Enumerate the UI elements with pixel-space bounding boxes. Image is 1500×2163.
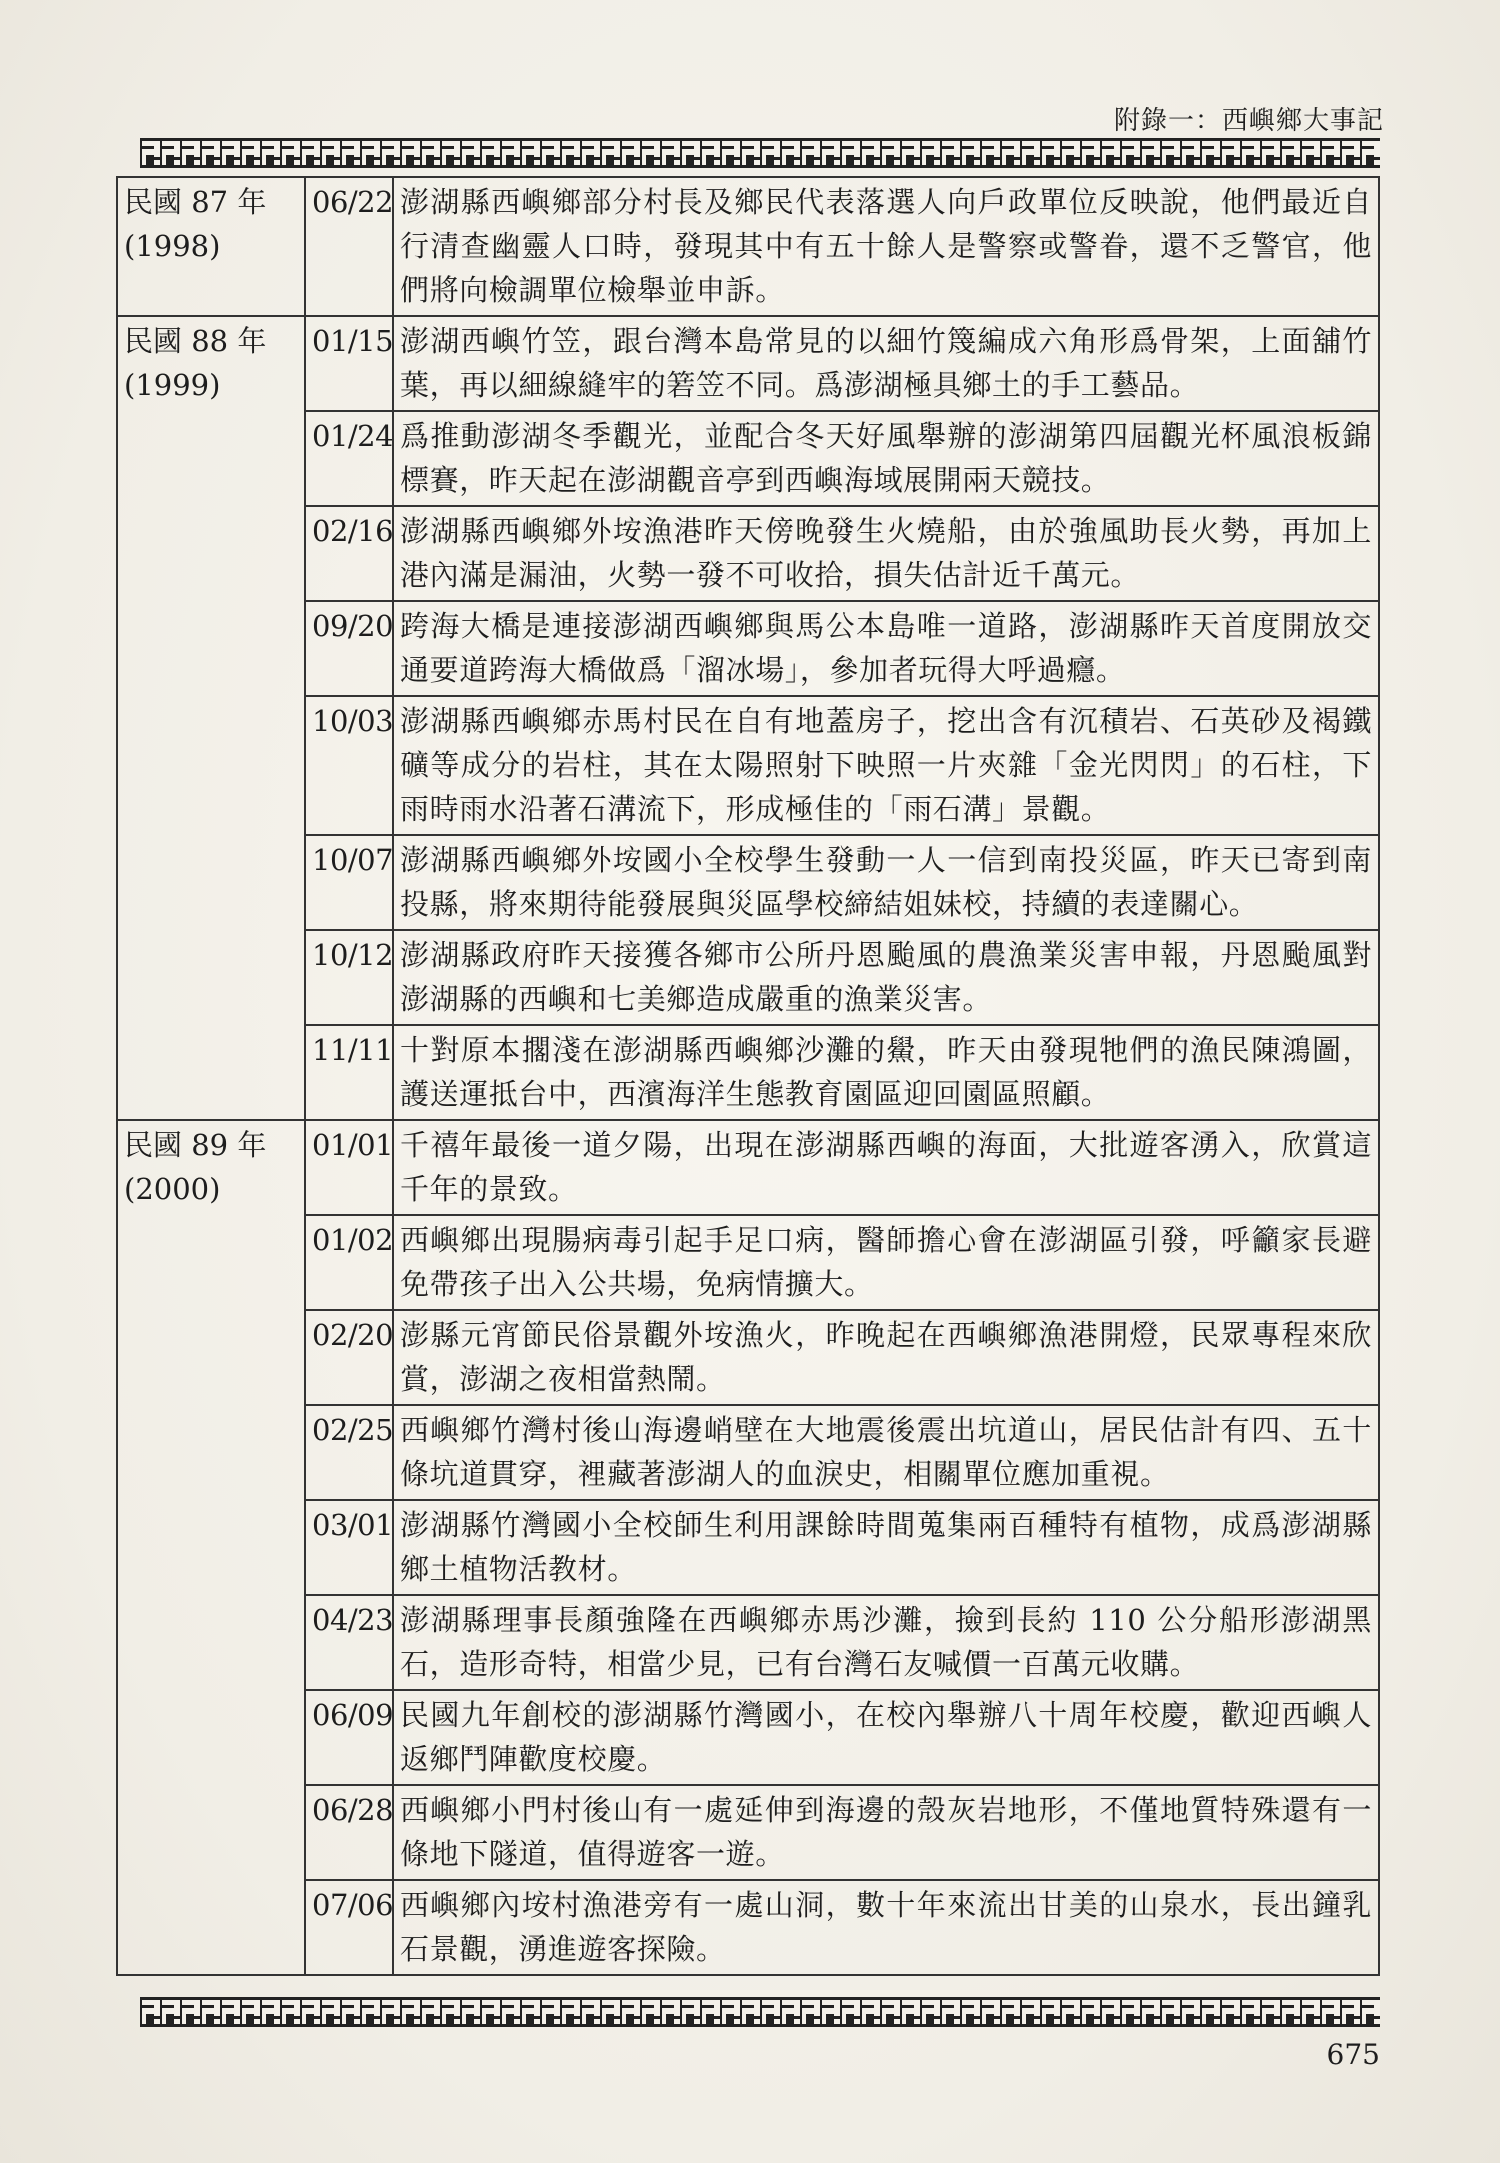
year-roc-label: 民國 87 年 xyxy=(124,185,267,219)
event-date: 06/28 xyxy=(305,1785,393,1880)
event-date: 06/22 xyxy=(305,177,393,316)
event-date: 01/15 xyxy=(305,316,393,411)
event-description: 澎湖縣西嶼鄉外垵國小全校學生發動一人一信到南投災區，昨天已寄到南投縣，將來期待能發展與災區學校締結姐妹校，持續的表達關心。 xyxy=(393,835,1379,930)
year-roc-label: 民國 88 年 xyxy=(124,324,267,358)
page-number: 675 xyxy=(1326,2038,1380,2071)
bottom-decorative-border xyxy=(140,1997,1380,2027)
table-row xyxy=(117,1690,1379,1785)
event-date: 09/20 xyxy=(305,601,393,696)
running-header: 附錄一：西嶼鄉大事記 xyxy=(1113,106,1384,136)
event-description: 澎湖西嶼竹笠，跟台灣本島常見的以細竹篾編成六角形爲骨架，上面舖竹葉，再以細線縫牢的箬笠不同。爲澎湖極具鄉土的手工藝品。 xyxy=(393,316,1379,411)
event-description: 跨海大橋是連接澎湖西嶼鄉與馬公本島唯一道路，澎湖縣昨天首度開放交通要道跨海大橋做爲「溜冰場」，參加者玩得大呼過癮。 xyxy=(393,601,1379,696)
event-date: 07/06 xyxy=(305,1880,393,1975)
table-row xyxy=(117,1405,1379,1500)
event-date: 02/16 xyxy=(305,506,393,601)
year-ad-label: (1999) xyxy=(124,368,221,402)
event-date: 06/09 xyxy=(305,1690,393,1785)
event-description: 民國九年創校的澎湖縣竹灣國小，在校內舉辦八十周年校慶，歡迎西嶼人返鄉鬥陣歡度校慶。 xyxy=(393,1690,1379,1785)
event-date: 10/07 xyxy=(305,835,393,930)
table-row xyxy=(117,1215,1379,1310)
table-row xyxy=(117,1595,1379,1690)
event-date: 10/12 xyxy=(305,930,393,1025)
table-row xyxy=(117,177,1379,316)
event-date: 11/11 xyxy=(305,1025,393,1120)
table-row xyxy=(117,1310,1379,1405)
year-roc-label: 民國 89 年 xyxy=(124,1128,267,1162)
event-date: 03/01 xyxy=(305,1500,393,1595)
table-row xyxy=(117,1120,1379,1215)
event-date: 01/02 xyxy=(305,1215,393,1310)
events-table-body xyxy=(117,177,1379,1975)
event-description: 西嶼鄉竹灣村後山海邊峭壁在大地震後震出坑道山，居民估計有四、五十條坑道貫穿，裡藏著澎湖人的血淚史，相關單位應加重視。 xyxy=(393,1405,1379,1500)
event-description: 爲推動澎湖冬季觀光，並配合冬天好風舉辦的澎湖第四屆觀光杯風浪板錦標賽，昨天起在澎湖觀音亭到西嶼海域展開兩天競技。 xyxy=(393,411,1379,506)
year-cell xyxy=(117,316,305,1120)
event-description: 西嶼鄉出現腸病毒引起手足口病，醫師擔心會在澎湖區引發，呼籲家長避免帶孩子出入公共場，免病情擴大。 xyxy=(393,1215,1379,1310)
event-date: 01/01 xyxy=(305,1120,393,1215)
event-description: 西嶼鄉內垵村漁港旁有一處山洞，數十年來流出甘美的山泉水，長出鐘乳石景觀，湧進遊客探險。 xyxy=(393,1880,1379,1975)
table-row xyxy=(117,1025,1379,1120)
event-date: 10/03 xyxy=(305,696,393,835)
events-table xyxy=(116,176,1380,1976)
event-date: 01/24 xyxy=(305,411,393,506)
table-row xyxy=(117,601,1379,696)
table-row xyxy=(117,1880,1379,1975)
event-description: 千禧年最後一道夕陽，出現在澎湖縣西嶼的海面，大批遊客湧入，欣賞這千年的景致。 xyxy=(393,1120,1379,1215)
table-row xyxy=(117,1500,1379,1595)
table-row xyxy=(117,1785,1379,1880)
event-description: 澎湖縣理事長顏強隆在西嶼鄉赤馬沙灘，撿到長約 110 公分船形澎湖黑石，造形奇特，相當少見，已有台灣石友喊價一百萬元收購。 xyxy=(393,1595,1379,1690)
table-row xyxy=(117,506,1379,601)
top-decorative-border xyxy=(140,138,1380,168)
table-row xyxy=(117,930,1379,1025)
event-date: 02/25 xyxy=(305,1405,393,1500)
event-description: 澎湖縣西嶼鄉外垵漁港昨天傍晚發生火燒船，由於強風助長火勢，再加上港內滿是漏油，火勢一發不可收拾，損失估計近千萬元。 xyxy=(393,506,1379,601)
event-description: 澎湖縣政府昨天接獲各鄉市公所丹恩颱風的農漁業災害申報，丹恩颱風對澎湖縣的西嶼和七美鄉造成嚴重的漁業災害。 xyxy=(393,930,1379,1025)
event-description: 澎縣元宵節民俗景觀外垵漁火，昨晚起在西嶼鄉漁港開燈，民眾專程來欣賞，澎湖之夜相當熱鬧。 xyxy=(393,1310,1379,1405)
year-ad-label: (1998) xyxy=(124,229,221,263)
table-row xyxy=(117,696,1379,835)
year-cell xyxy=(117,177,305,316)
event-description: 十對原本擱淺在澎湖縣西嶼鄉沙灘的鱟，昨天由發現牠們的漁民陳鴻圖，護送運抵台中，西濱海洋生態教育園區迎回園區照顧。 xyxy=(393,1025,1379,1120)
year-cell xyxy=(117,1120,305,1975)
event-date: 04/23 xyxy=(305,1595,393,1690)
event-description: 西嶼鄉小門村後山有一處延伸到海邊的殼灰岩地形，不僅地質特殊還有一條地下隧道，值得遊客一遊。 xyxy=(393,1785,1379,1880)
event-description: 澎湖縣西嶼鄉部分村長及鄉民代表落選人向戶政單位反映說，他們最近自行清查幽靈人口時，發現其中有五十餘人是警察或警眷，還不乏警官，他們將向檢調單位檢舉並申訴。 xyxy=(393,177,1379,316)
event-date: 02/20 xyxy=(305,1310,393,1405)
table-row xyxy=(117,316,1379,411)
year-ad-label: (2000) xyxy=(124,1172,221,1206)
event-description: 澎湖縣西嶼鄉赤馬村民在自有地蓋房子，挖出含有沉積岩、石英砂及褐鐵礦等成分的岩柱，其在太陽照射下映照一片夾雜「金光閃閃」的石柱，下雨時雨水沿著石溝流下，形成極佳的「雨石溝」景觀。 xyxy=(393,696,1379,835)
table-row xyxy=(117,411,1379,506)
event-description: 澎湖縣竹灣國小全校師生利用課餘時間蒐集兩百種特有植物，成爲澎湖縣鄉土植物活教材。 xyxy=(393,1500,1379,1595)
table-row xyxy=(117,835,1379,930)
